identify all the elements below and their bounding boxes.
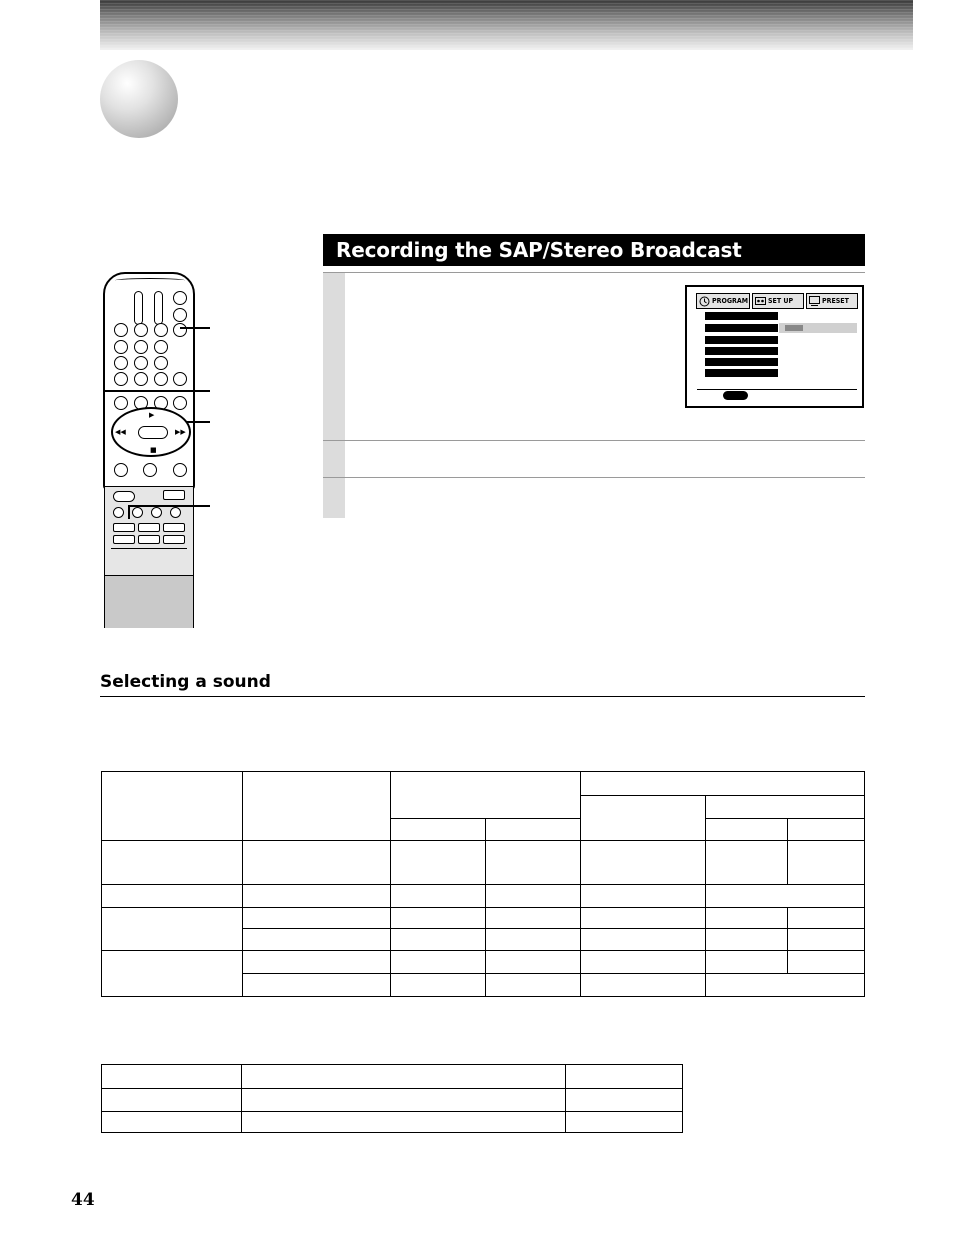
menu-footer-line [697, 389, 857, 390]
volume-rocker [134, 291, 143, 325]
table-line [580, 795, 865, 796]
menu-row-bar [705, 347, 778, 355]
menu-tab-setup [752, 293, 804, 309]
remote-button [163, 523, 185, 532]
clock-icon [699, 296, 710, 307]
table-line [682, 1064, 683, 1133]
callout-leader-line [180, 327, 210, 329]
menu-footer-button [723, 391, 748, 400]
table-line [705, 795, 706, 997]
table-line [101, 1064, 683, 1065]
page-number: 44 [71, 1190, 95, 1210]
menu-tab-program [696, 293, 750, 309]
menu-tab-preset [806, 293, 858, 309]
step-divider [323, 440, 865, 441]
play-icon: ▶ [149, 411, 155, 419]
remote-button [154, 323, 168, 337]
remote-control-illustration [103, 272, 195, 628]
table-line [101, 950, 865, 951]
table-line [864, 771, 865, 997]
menu-row-bar [705, 324, 778, 332]
callout-leader-line [128, 505, 210, 507]
remote-ok-button [138, 426, 168, 439]
table-line [485, 818, 486, 997]
remote-button [154, 340, 168, 354]
subsection-title: Selecting a sound [100, 672, 271, 692]
remote-button-highlighted [173, 323, 187, 337]
table-line [101, 771, 865, 772]
step-divider [323, 477, 865, 478]
audio-select-button [113, 523, 135, 532]
step-3-strip [323, 478, 345, 518]
table-line [242, 973, 865, 974]
table-line [242, 771, 243, 997]
remote-button [114, 340, 128, 354]
table-line [101, 1064, 102, 1133]
table-line [580, 771, 581, 997]
panel-line [111, 548, 187, 549]
subsection-underline [100, 696, 865, 697]
remote-button [163, 535, 185, 544]
remote-button [173, 291, 187, 305]
remote-button [114, 372, 128, 386]
rewind-icon: ◀◀ [115, 428, 126, 436]
menu-row-bar [705, 358, 778, 366]
remote-button [143, 463, 157, 477]
table-line [705, 818, 865, 819]
remote-button [113, 507, 124, 518]
table-line [101, 1111, 683, 1112]
remote-button [114, 356, 128, 370]
menu-selection-highlight [779, 323, 857, 333]
remote-button [173, 372, 187, 386]
remote-button [113, 535, 135, 544]
table-line [242, 928, 865, 929]
menu-tab-preset-label: PRESET [822, 297, 849, 305]
remote-button [132, 507, 143, 518]
remote-button [134, 340, 148, 354]
callout-leader-line [128, 505, 130, 519]
table-line [390, 771, 391, 997]
menu-row-bar [705, 312, 778, 320]
remote-button [154, 356, 168, 370]
fast-forward-icon: ▶▶ [175, 428, 186, 436]
header-band [100, 0, 913, 50]
table-line [241, 1064, 242, 1133]
title-underline [323, 272, 865, 273]
remote-button [154, 372, 168, 386]
remote-body [103, 272, 195, 490]
step-2-strip [323, 441, 345, 477]
table-line [101, 907, 865, 908]
table-line [101, 884, 865, 885]
remote-button [114, 323, 128, 337]
remote-button [163, 490, 185, 500]
remote-button [113, 491, 135, 502]
remote-button [134, 356, 148, 370]
menu-tab-program-label: PROGRAM [712, 297, 748, 305]
remote-dpad [111, 407, 191, 457]
table-line [101, 996, 865, 997]
table-line [101, 1132, 683, 1133]
section-title-bar [323, 234, 865, 266]
remote-button [173, 308, 187, 322]
section-title: Recording the SAP/Stereo Broadcast [336, 238, 742, 262]
section-marker-circle [100, 60, 178, 138]
menu-tab-setup-label: SET UP [768, 297, 794, 305]
callout-leader-line [116, 390, 210, 392]
menu-screen-illustration [685, 285, 864, 408]
tv-icon [809, 296, 820, 306]
table-line [101, 1088, 683, 1089]
remote-button [134, 323, 148, 337]
table-line [565, 1064, 566, 1133]
pause-button [173, 463, 187, 477]
callout-leader-line [186, 421, 210, 423]
remote-button [170, 507, 181, 518]
menu-row-bar [705, 336, 778, 344]
menu-button [114, 396, 128, 410]
remote-flip-panel [104, 486, 194, 576]
step-1-strip [323, 273, 345, 440]
table-line [787, 818, 788, 884]
channel-rocker [154, 291, 163, 325]
remote-button [138, 535, 160, 544]
menu-row-bar [705, 369, 778, 377]
remote-button [138, 523, 160, 532]
stop-icon: ■ [150, 446, 157, 454]
remote-button [114, 463, 128, 477]
table-line [101, 771, 102, 997]
table-line [787, 907, 788, 973]
cassette-icon [755, 297, 766, 305]
remote-lower-body [104, 576, 194, 628]
table-line [101, 840, 865, 841]
remote-button [173, 396, 187, 410]
remote-button [134, 372, 148, 386]
remote-button [151, 507, 162, 518]
